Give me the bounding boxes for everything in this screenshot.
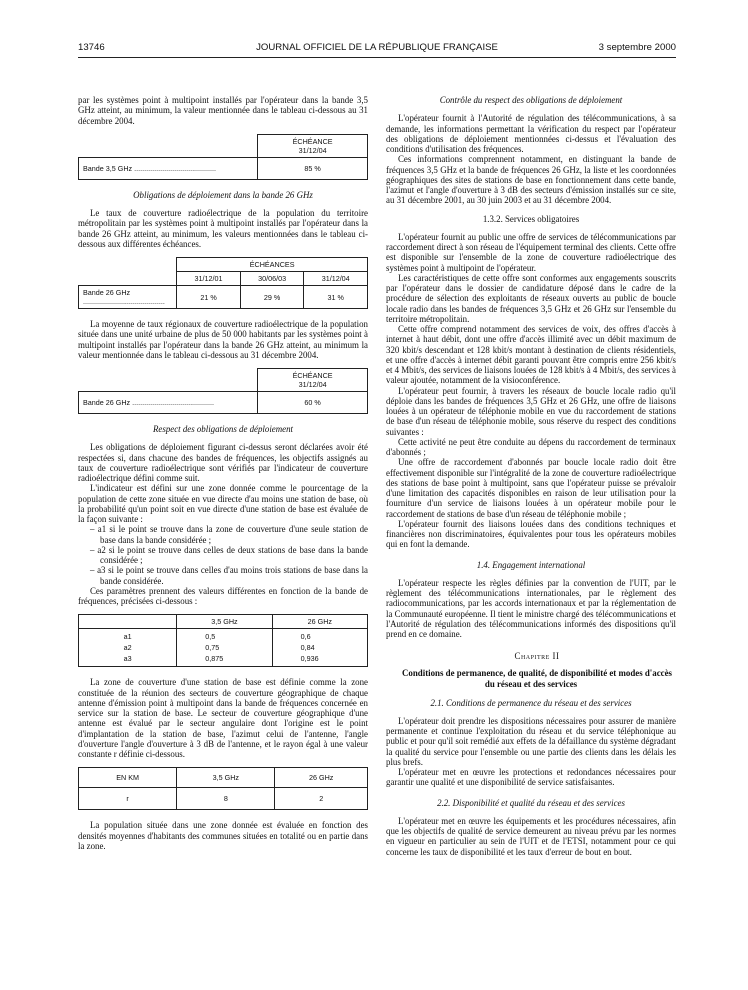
table-header: ÉCHÉANCE 31/12/04 <box>258 369 368 392</box>
header-rule <box>78 57 676 58</box>
paragraph: Cette offre comprend notamment des services de voix, des offres d'accès à internet à haut débit, dont une offre d'accès illimité avec un débit maximum de 320 kbit/s descendant et 128 kbit/s montant à destination de clients résidentiels, et une offre d'accès à internet débit garanti pouvant être compris entre 256 kbit/s et 4 Mbit/s, des services de liaisons louées de 128 kbit/s à 4 Mbit/s, des services à valeur ajoutée, notamment de la visioconférence. <box>386 324 676 386</box>
table-cell: 8 <box>177 788 275 810</box>
paragraph: Le taux de couverture radioélectrique de la population du territoire métropolitain par les systèmes point à multipoint installés par l'opérateur dans la bande 26 GHz atteint, au minimum, les valeurs mentionnées dans le tableau ci-dessous aux différentes échéances. <box>78 208 368 249</box>
page-number: 13746 <box>78 42 105 53</box>
paragraph: Ces informations comprennent notamment, en distinguant la bande de fréquences 3,5 GHz et la bande de fréquences 26 GHz, la liste et les coordonnées géographiques des sites de stations de base en fonctionnement dans cette bande, l'azimut et l'angle d'ouverture à 3 dB des secteurs d'émission installés sur ce site, au 31 décembre 2001, au 30 juin 2003 et au 31 décembre 2004. <box>386 154 676 206</box>
table-header: 31/12/01 <box>177 272 241 286</box>
paragraph: L'opérateur respecte les règles définies par la convention de l'UIT, par le règlement des télécommunications internationales, par le règlement des radiocommunications, par les accords internationaux et par la réglementation de la Communauté européenne. Il tient le ministre chargé des télécommunications et l'Autorité de régulation des télécommunications informés des dispositions qu'il prend en ce domaine. <box>386 577 676 639</box>
table-cell: 29 % <box>240 286 304 309</box>
table-header: 31/12/04 <box>304 272 368 286</box>
paragraph: L'opérateur met en œuvre les équipements et les procédures nécessaires, afin que les objectifs de qualité de service demeurent au niveau prévu par les normes en vigueur en particulier au sein de l'UIT et de l'ETSI, notamment pour ce qui concerne les taux de disponibilité et les taux d'erreur de bout en bout. <box>386 815 676 857</box>
table-cell: 0,5 0,75 0,875 <box>177 629 272 667</box>
section-heading: Respect des obligations de déploiement <box>153 424 293 434</box>
paragraph: Ces paramètres prennent des valeurs différentes en fonction de la bande de fréquences, précisées ci-dessous : <box>78 585 368 606</box>
paragraph: L'opérateur peut fournir, à travers les réseaux de boucle locale radio qu'il déploie dans les bandes de fréquences 3,5 GHz et 26 GHz, une offre de liaisons louées à un opérateur de téléphonie mobile en vue du raccordement de stations de base d'un réseau de téléphonie mobile, sous réserve du respect des conditions suivantes : <box>386 385 676 437</box>
table-cell: 85 % <box>258 157 368 179</box>
table-26ghz-urban-target <box>78 368 368 414</box>
paragraph: L'indicateur est défini sur une zone donnée comme le pourcentage de la population de cette zone située en vue directe d'au moins une station de base, où la probabilité qu'un point soit en vue directe d'une station de base est évaluée de la façon suivante : <box>78 483 368 524</box>
paragraph: par les systèmes point à multipoint installés par l'opérateur dans la bande 3,5 GHz atteint, au minimum, la valeur mentionnée dans le tableau ci-dessous au 31 décembre 2004. <box>78 95 368 126</box>
table-cell: 31 % <box>304 286 368 309</box>
paragraph: La population située dans une zone donnée est évaluée en fonction des densités moyennes d'habitants des communes situées en totalité ou en partie dans la zone. <box>78 820 368 851</box>
table-cell: 21 % <box>177 286 241 309</box>
section-heading: Obligations de déploiement dans la bande 26 GHz <box>133 189 313 200</box>
list-item: – a1 si le point se trouve dans la zone de couverture d'une seule station de base dans la bande considérée ; <box>90 524 368 545</box>
table-row-label: Bande 26 GHz ..... <box>79 392 258 414</box>
table-header: 3,5 GHz <box>177 615 272 629</box>
section-heading: Contrôle du respect des obligations de déploiement <box>439 95 623 105</box>
journal-title: JOURNAL OFFICIEL DE LA RÉPUBLIQUE FRANÇAISE <box>256 42 498 53</box>
page-header <box>78 42 676 56</box>
chapter-label: Chapitre II <box>514 651 560 662</box>
paragraph: La moyenne de taux régionaux de couverture radioélectrique de la population située dans une unité urbaine de plus de 50 000 habitants par les systèmes point à multipoint installés par l'opérateur dans la bande 26 GHz atteint, au minimum la valeur mentionnée dans le tableau ci-dessous au 31 décembre 2004. <box>78 319 368 360</box>
list-item: – a2 si le point se trouve dans celles de deux stations de base dans la bande considérée ; <box>90 544 368 565</box>
table-cell: 60 % <box>258 392 368 414</box>
paragraph: L'opérateur fournit à l'Autorité de régulation des télécommunications, à sa demande, les informations permettant la vérification du respect par l'opérateur des obligations de déploiement mentionnées ci-dessus et l'évaluation des conditions d'utilisation des fréquences. <box>386 113 676 154</box>
section-heading: 1.4. Engagement international <box>476 559 586 570</box>
paragraph: Une offre de raccordement d'abonnés par boucle locale radio doit être effectivement disponible sur l'intégralité de la zone de couverture radioélectrique des stations de base point à multipoint, sans que l'opérateur puisse se prévaloir d'une limitation des capacités disponibles en raison de leur utilisation pour la fourniture d'un service de liaisons louées à un opérateur mobile pour le raccordement de stations de base d'un réseau de téléphonie mobile ; <box>386 457 676 519</box>
table-cell: 0,6 0,84 0,936 <box>272 629 367 667</box>
paragraph: Les caractéristiques de cette offre sont conformes aux engagements souscrits par l'opérateur dans le dossier de candidature déposé dans le cadre de la procédure de sélection des exploitants de réseaux ouverts au public de boucle locale radio dans les bandes de fréquences 3,5 GHz et 26 GHz sur l'ensemble du territoire métropolitain. <box>386 272 676 324</box>
section-heading: 2.1. Conditions de permanence du réseau et des services <box>430 697 632 708</box>
table-row-label: Bande 26 GHz ..... <box>79 286 177 309</box>
list-item: – a3 si le point se trouve dans celles d'au moins trois stations de base dans la bande considérée. <box>90 565 368 586</box>
table-radius <box>78 767 368 810</box>
table-26ghz-targets <box>78 257 368 309</box>
table-cell: 2 <box>275 788 368 810</box>
table-header: ÉCHÉANCE 31/12/04 <box>258 134 368 157</box>
table-probability-params <box>78 614 368 667</box>
table-row-label: Bande 3,5 GHz ..... <box>79 157 258 179</box>
table-3-5ghz-target <box>78 134 368 180</box>
section-heading: 1.3.2. Services obligatoires <box>482 213 580 224</box>
section-heading: 2.2. Disponibilité et qualité du réseau et des services <box>437 797 625 808</box>
table-header: 30/06/03 <box>240 272 304 286</box>
paragraph: Cette activité ne peut être conduite au dépens du raccordement de terminaux d'abonnés ; <box>386 436 676 457</box>
table-header: EN KM <box>79 768 177 788</box>
table-row-label: r <box>79 788 177 810</box>
paragraph: Les obligations de déploiement figurant ci-dessus seront déclarées avoir été respectées si, dans chacune des bandes de fréquences, les objectifs assignés au taux de couverture radioélectrique sont vérifiés par l'indicateur de couverture radioélectrique défini comme suit. <box>78 442 368 483</box>
paragraph: L'opérateur fournit au public une offre de services de télécommunications par raccordement direct à son réseau de l'équipement terminal des clients. Cette offre est disponible sur l'ensemble de la zone de couverture radioélectrique des systèmes point à multipoint de l'opérateur. <box>386 231 676 273</box>
table-header: ÉCHÉANCES <box>177 258 368 272</box>
table-header: 26 GHz <box>275 768 368 788</box>
right-column <box>386 95 676 857</box>
table-header: 26 GHz <box>272 615 367 629</box>
paragraph: La zone de couverture d'une station de base est définie comme la zone constituée de la réunion des secteurs de couverture géographique de chaque antenne d'émission point à multipoint dans la bande de fréquences concernée en service sur la station de base. Le secteur de couverture géographique d'une antenne est évalué par le secteur angulaire dont l'origine est le point d'implantation de la station de base, l'azimut celui de l'antenne, l'angle d'ouverture l'angle d'ouverture à 3 dB de l'antenne, et le rayon égal à une valeur constante r définie ci-dessous. <box>78 677 368 759</box>
paragraph: L'opérateur fournit des liaisons louées dans des conditions techniques et financières non discriminatoires, équivalentes pour tous les opérateurs mobiles qui en font la demande. <box>386 518 676 550</box>
paragraph: L'opérateur met en œuvre les protections et redondances nécessaires pour garantir une qualité et une disponibilité de service satisfaisantes. <box>386 767 676 788</box>
chapter-title: Conditions de permanence, de qualité, de disponibilité et modes d'accès du réseau et des services <box>402 667 672 689</box>
left-column <box>78 95 368 851</box>
table-header: 3,5 GHz <box>177 768 275 788</box>
table-row-label: a1 a2 a3 <box>79 629 177 667</box>
paragraph: L'opérateur doit prendre les dispositions nécessaires pour assurer de manière permanente et continue l'exploitation du réseau et du service téléphonique au public et pour qu'il soit remédié aux effets de la défaillance du système dégradant la qualité du service pour l'ensemble ou une partie des clients dans les délais les plus brefs. <box>386 715 676 767</box>
issue-date: 3 septembre 2000 <box>598 42 676 53</box>
